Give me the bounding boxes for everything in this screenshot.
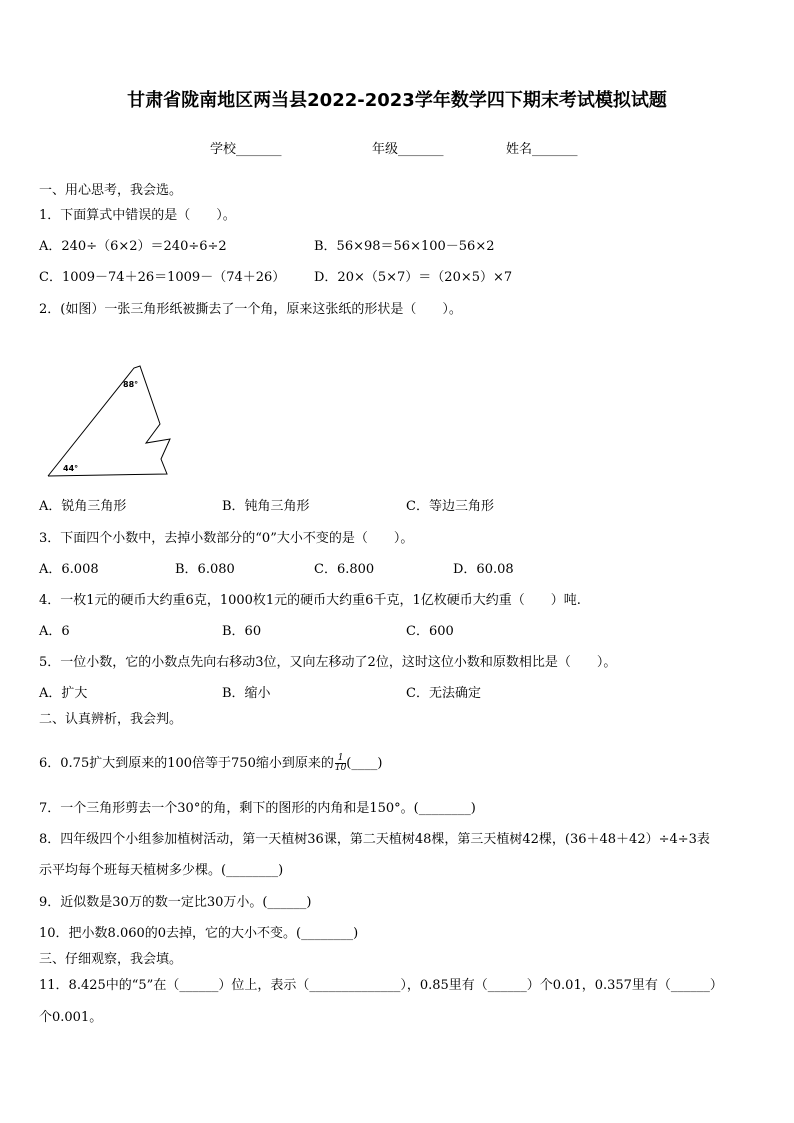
question-3-option-a[interactable]: A．6.008 <box>39 562 99 577</box>
question-11-line-2: 个0.001。 <box>39 1010 103 1025</box>
question-7: 7．一个三角形剪去一个30°的角，剩下的图形的内角和是150°。(________) <box>39 801 476 816</box>
question-3-option-d[interactable]: D．60.08 <box>453 562 514 577</box>
question-3-stem: 3．下面四个小数中，去掉小数部分的“0”大小不变的是（ ）。 <box>39 531 414 546</box>
question-2-stem: 2．(如图）一张三角形纸被撕去了一个角，原来这张纸的形状是（ ）。 <box>39 302 462 317</box>
question-1-option-b[interactable]: B．56×98＝56×100－56×2 <box>314 239 495 254</box>
question-1-option-c[interactable]: C．1009－74＋26＝1009－（74＋26） <box>39 270 286 285</box>
question-1-option-a[interactable]: A．240÷（6×2）＝240÷6÷2 <box>39 239 227 254</box>
section-heading-judge: 二、认真辨析，我会判。 <box>39 712 183 727</box>
question-4-option-a[interactable]: A．6 <box>39 624 70 639</box>
question-1-option-d[interactable]: D．20×（5×7）＝（20×5）×7 <box>314 270 513 285</box>
fraction-numerator: 1 <box>335 754 346 764</box>
question-8-line-2: 示平均每个班每天植树多少棵。(________) <box>39 863 284 878</box>
angle-88-label: 88° <box>123 380 139 389</box>
question-4-option-c[interactable]: C．600 <box>406 624 454 639</box>
question-5-stem: 5．一位小数，它的小数点先向右移动3位，又向左移动了2位，这时这位小数和原数相比是（ ）。 <box>39 655 617 670</box>
question-6-stem: 6．0.75扩大到原来的100倍等于750缩小到原来的 <box>39 756 334 771</box>
question-5-option-c[interactable]: C．无法确定 <box>406 686 481 701</box>
question-6-answer-blank[interactable]: (____) <box>346 756 383 771</box>
school-field[interactable]: 学校_______ <box>210 142 282 157</box>
name-field[interactable]: 姓名_______ <box>506 142 578 157</box>
question-3-option-c[interactable]: C．6.800 <box>314 562 375 577</box>
question-2-option-c[interactable]: C．等边三角形 <box>406 499 494 514</box>
question-6 <box>39 754 382 773</box>
page-title: 甘肃省陇南地区两当县2022-2023学年数学四下期末考试模拟试题 <box>127 90 667 111</box>
question-5-option-a[interactable]: A．扩大 <box>39 686 88 701</box>
question-3-option-b[interactable]: B．6.080 <box>175 562 235 577</box>
question-4-option-b[interactable]: B．60 <box>222 624 262 639</box>
torn-triangle-outline <box>48 366 170 476</box>
angle-44-label: 44° <box>63 464 79 473</box>
section-heading-choice: 一、用心思考，我会选。 <box>39 183 183 198</box>
question-2-option-b[interactable]: B．钝角三角形 <box>222 499 310 514</box>
question-10: 10．把小数8.060的0去掉，它的大小不变。(________) <box>39 926 359 941</box>
question-2-option-a[interactable]: A．锐角三角形 <box>39 499 127 514</box>
fraction-one-tenth <box>335 754 346 773</box>
question-11-line-1: 11．8.425中的“5”在（______）位上，表示（______________），0.85里有（______）个0.01，0.357里有（______） <box>39 978 723 993</box>
question-1-stem: 1．下面算式中错误的是（ ）。 <box>39 208 236 223</box>
question-5-option-b[interactable]: B．缩小 <box>222 686 271 701</box>
question-4-stem: 4．一枚1元的硬币大约重6克，1000枚1元的硬币大约重6千克，1亿枚硬币大约重（ ）吨. <box>39 593 581 608</box>
fraction-denominator: 10 <box>334 763 347 773</box>
grade-field[interactable]: 年级_______ <box>372 142 444 157</box>
question-8-line-1: 8．四年级四个小组参加植树活动，第一天植树36课，第二天植树48棵，第三天植树42棵，(36＋48＋42）÷4÷3表 <box>39 832 710 847</box>
question-9: 9．近似数是30万的数一定比30万小。(______) <box>39 895 312 910</box>
section-heading-fill: 三、仔细观察，我会填。 <box>39 952 183 967</box>
torn-triangle-figure <box>40 360 180 485</box>
